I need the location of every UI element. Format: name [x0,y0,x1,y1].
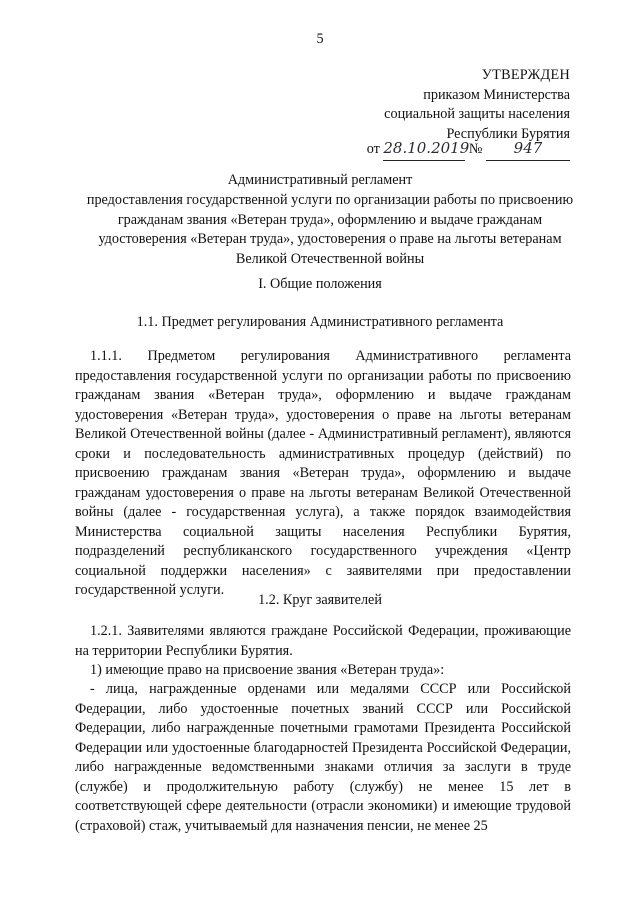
order-number-field [486,139,570,161]
paragraph-1-1-1 [75,347,571,601]
list-item-1-text: 1) имеющие право на присвоение звания «Ветеран труда»: [90,662,445,678]
document-subtitle: предоставления государственной услуги по организации работы по присвоению гражданам звания «Ветеран труда», оформлению и выдаче гражданам удостоверения «Ветеран труда», удостоверения о праве на льготы ветеранам Великой Отечественной войны [86,192,574,267]
approval-line-1: приказом Министерства [423,86,570,103]
list-item-1-dash-text: - лица, награжденные орденами или медалями СССР или Российской Федерации, либо удостоенные почетных званий СССР или Российской Федерации, либо награжденные почетными грамотами Президента Российской Федерации или удостоенные благодарностей Президента Российской Федерации, либо награжденные ведомственными знаками отличия за заслуги в труде (службе) и продолжительную работу (службу) не менее 15 лет в соответствующей сфере деятельности (отрасли экономики) и имеющие трудовой (страховой) стаж, учитываемый для назначения пенсии, не менее 25 [75,681,571,834]
section-heading-general-provisions: I. Общие положения [258,276,382,292]
date-prefix: от [366,141,380,157]
approval-block [310,66,570,144]
paragraph-1-1-1-text: 1.1.1. Предметом регулирования Административного регламента предоставления государственной услуги по организации работы по присвоению гражданам звания «Ветеран труда», оформлению и выдаче гражданам удостоверения «Ветеран труда», удостоверения о праве на льготы ветеранам Великой Отечественной войны (далее - Административный регламент), являются сроки и последовательность административных процедур (действий) по присвоению гражданам звания «Ветеран труда», оформлению и выдаче гражданам удостоверения о праве на льготы ветеранам Великой Отечественной войны (далее - государственная услуга), а также порядок взаимодействия Министерства социальной защиты населения Республики Бурятия, подразделений республиканского государственного учреждения «Центр социальной поддержки населения» с заявителями при предоставлении государственной услуги. [75,348,571,598]
subsection-heading-1-1: 1.1. Предмет регулирования Административного регламента [136,314,504,330]
number-prefix: № [468,141,483,157]
page-number: 5 [316,31,324,47]
paragraph-1-2-1 [75,622,571,661]
paragraph-1-2-1-text: 1.2.1. Заявителями являются граждане Российской Федерации, проживающие на территории Республики Бурятия. [75,623,571,659]
subsection-heading-1-2: 1.2. Круг заявителей [258,592,382,608]
order-number-handwritten: 947 [513,139,543,157]
document-title: Административный регламент [227,172,413,188]
approval-line-3: Республики Бурятия [446,125,570,142]
approval-title: УТВЕРЖДЕН [481,67,570,83]
order-date-number-line [310,139,570,161]
order-date-handwritten: 28.10.2019 [383,139,470,157]
list-item-1 [75,661,571,681]
list-item-1-dash [75,680,571,836]
approval-line-2: социальной защиты населения [384,106,570,122]
order-date-field [383,139,470,161]
